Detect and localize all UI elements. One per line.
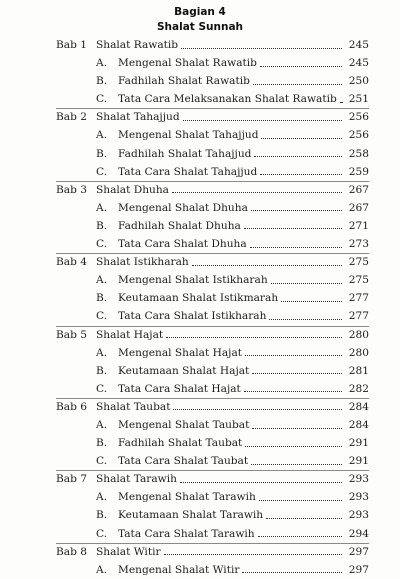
- section-row: [0, 145, 400, 163]
- section-title: Mengenal Shalat Tahajjud: [118, 129, 259, 142]
- chapter-number: Bab 5: [56, 328, 87, 341]
- section-row: [0, 434, 400, 452]
- table-of-contents: [0, 36, 400, 579]
- section-entry: [96, 416, 369, 434]
- chapter-number: Bab 2: [56, 111, 87, 124]
- section-entry: [96, 163, 369, 181]
- dot-leader: [261, 138, 342, 139]
- section-title: Tata Cara Shalat Tahajjud: [118, 165, 258, 178]
- section-title: Fadhilah Shalat Taubat: [118, 437, 243, 450]
- dot-leader: [251, 210, 342, 211]
- section-entry: [96, 561, 369, 579]
- chapter-entry: [96, 398, 369, 416]
- section-page-number: 291: [348, 455, 369, 468]
- section-row: [0, 506, 400, 524]
- dot-leader: [252, 373, 342, 374]
- dot-leader: [252, 428, 342, 429]
- section-row: [0, 54, 400, 72]
- chapter-title: Shalat Rawatib: [96, 39, 179, 51]
- section-row: [0, 90, 400, 108]
- chapter-entry: [96, 181, 369, 199]
- section-page-number: 258: [348, 147, 369, 160]
- dot-leader: [172, 192, 342, 193]
- chapter-title: Shalat Tarawih: [96, 473, 177, 486]
- chapter-title: Shalat Tahajjud: [96, 111, 180, 124]
- dot-leader: [259, 500, 342, 501]
- section-letter: A.: [96, 563, 108, 576]
- section-row: [0, 217, 400, 235]
- section-row: [0, 344, 400, 362]
- chapter-row: [0, 326, 400, 344]
- chapter-row: [0, 181, 400, 199]
- section-title: Fadhilah Shalat Rawatib: [118, 75, 250, 88]
- section-entry: [96, 217, 369, 235]
- section-letter: B.: [96, 75, 108, 88]
- chapter-number: Bab 6: [56, 400, 87, 413]
- chapter-page-number: 267: [348, 183, 369, 196]
- section-row: [0, 362, 400, 380]
- chapter-entry: [96, 253, 369, 271]
- dot-leader: [173, 409, 342, 410]
- section-page-number: 275: [348, 274, 369, 287]
- section-row: [0, 416, 400, 434]
- section-letter: A.: [96, 129, 108, 142]
- chapter-title: Shalat Hajat: [96, 328, 164, 341]
- section-title: Tata Cara Shalat Tarawih: [118, 527, 255, 540]
- section-title: Mengenal Shalat Rawatib: [118, 57, 257, 70]
- section-entry: [96, 380, 369, 398]
- chapter-row: [0, 470, 400, 488]
- section-title: Keutamaan Shalat Tarawih: [118, 509, 264, 522]
- chapter-row: [0, 398, 400, 416]
- section-title: Mengenal Shalat Witir: [118, 563, 240, 576]
- section-page-number: 271: [348, 219, 369, 232]
- chapter-row: [0, 108, 400, 126]
- section-title: Mengenal Shalat Dhuha: [118, 201, 248, 214]
- section-letter: C.: [96, 238, 108, 251]
- section-letter: C.: [96, 382, 108, 395]
- section-letter: C.: [96, 455, 108, 468]
- dot-leader: [260, 66, 342, 67]
- section-page-number: 250: [348, 75, 369, 88]
- dot-leader: [242, 572, 342, 573]
- dot-leader: [183, 120, 342, 121]
- chapter-page-number: 293: [348, 473, 369, 486]
- section-letter: B.: [96, 292, 108, 305]
- dot-leader: [266, 518, 342, 519]
- section-title: Keutamaan Shalat Hajat: [118, 364, 250, 377]
- chapter-title: Shalat Taubat: [96, 400, 171, 413]
- section-entry: [96, 54, 369, 72]
- section-letter: C.: [96, 93, 108, 106]
- section-row: [0, 271, 400, 289]
- chapter-number: Bab 3: [56, 183, 87, 196]
- chapter-entry: [96, 326, 369, 344]
- dot-leader: [251, 464, 342, 465]
- chapter-number: Bab 4: [56, 256, 87, 269]
- section-entry: [96, 344, 369, 362]
- section-entry: [96, 362, 369, 380]
- section-row: [0, 126, 400, 144]
- section-title: Mengenal Shalat Taubat: [118, 418, 250, 431]
- dot-leader: [245, 355, 342, 356]
- section-page-number: 284: [348, 418, 369, 431]
- chapter-number: Bab 1: [56, 39, 87, 51]
- section-entry: [96, 488, 369, 506]
- dot-leader: [258, 536, 342, 537]
- section-entry: [96, 452, 369, 470]
- dot-leader: [260, 174, 342, 175]
- section-letter: A.: [96, 201, 108, 214]
- dot-leader: [254, 156, 342, 157]
- section-letter: C.: [96, 165, 108, 178]
- section-entry: [96, 307, 369, 325]
- section-page-number: 277: [348, 292, 369, 305]
- section-title: Fadhilah Shalat Dhuha: [118, 219, 241, 232]
- section-row: [0, 199, 400, 217]
- section-letter: A.: [96, 346, 108, 359]
- section-title: Fadhilah Shalat Tahajjud: [118, 147, 252, 160]
- section-title: Mengenal Shalat Tarawih: [118, 491, 256, 504]
- section-page-number: 293: [348, 491, 369, 504]
- chapter-page-number: 284: [348, 400, 369, 413]
- section-row: [0, 525, 400, 543]
- section-entry: [96, 126, 369, 144]
- section-title: Keutamaan Shalat Istikmarah: [118, 292, 279, 305]
- dot-leader: [244, 228, 342, 229]
- chapter-entry: [96, 470, 369, 488]
- section-entry: [96, 72, 369, 90]
- dot-leader: [340, 102, 342, 103]
- section-row: [0, 380, 400, 398]
- section-letter: B.: [96, 364, 108, 377]
- section-page-number: 245: [348, 57, 369, 70]
- section-page-number: 297: [348, 563, 369, 576]
- dot-leader: [271, 283, 342, 284]
- section-letter: B.: [96, 147, 108, 160]
- dot-leader: [164, 554, 342, 555]
- dot-leader: [166, 337, 342, 338]
- dot-leader: [250, 247, 342, 248]
- section-page-number: 273: [348, 238, 369, 251]
- chapter-page-number: 297: [348, 545, 369, 558]
- section-title: Mengenal Shalat Hajat: [118, 346, 243, 359]
- section-letter: B.: [96, 509, 108, 522]
- dot-leader: [245, 446, 342, 447]
- dot-leader: [180, 482, 342, 483]
- chapter-entry: [96, 36, 369, 54]
- dot-leader: [269, 319, 342, 320]
- section-row: [0, 235, 400, 253]
- section-page-number: 291: [348, 437, 369, 450]
- section-letter: C.: [96, 310, 108, 323]
- section-title: Tata Cara Melaksanakan Shalat Rawatib: [118, 93, 337, 106]
- section-page-number: 281: [348, 364, 369, 377]
- dot-leader: [181, 48, 342, 49]
- section-letter: A.: [96, 57, 108, 70]
- section-row: [0, 488, 400, 506]
- section-entry: [96, 525, 369, 543]
- section-title: Tata Cara Shalat Istikharah: [118, 310, 267, 323]
- section-entry: [96, 271, 369, 289]
- section-page-number: 251: [348, 93, 369, 106]
- chapter-entry: [96, 108, 369, 126]
- section-row: [0, 289, 400, 307]
- section-title: Tata Cara Shalat Dhuha: [118, 238, 247, 251]
- section-letter: A.: [96, 274, 108, 287]
- section-row: [0, 307, 400, 325]
- section-letter: A.: [96, 418, 108, 431]
- chapter-row: [0, 253, 400, 271]
- section-letter: A.: [96, 491, 108, 504]
- section-entry: [96, 434, 369, 452]
- chapter-title: Shalat Istikharah: [96, 256, 189, 269]
- chapter-page-number: 245: [348, 39, 369, 51]
- section-row: [0, 72, 400, 90]
- part-title: Shalat Sunnah: [156, 21, 244, 33]
- section-page-number: 267: [348, 201, 369, 214]
- dot-leader: [192, 265, 342, 266]
- section-page-number: 259: [348, 165, 369, 178]
- section-row: [0, 561, 400, 579]
- section-entry: [96, 145, 369, 163]
- chapter-number: Bab 7: [56, 473, 87, 486]
- section-row: [0, 163, 400, 181]
- dot-leader: [281, 301, 342, 302]
- section-title: Mengenal Shalat Istikharah: [118, 274, 268, 287]
- chapter-row: [0, 36, 400, 54]
- part-heading: Bagian 4: [174, 6, 226, 18]
- chapter-title: Shalat Witir: [96, 545, 161, 558]
- section-page-number: 256: [348, 129, 369, 142]
- section-entry: [96, 90, 369, 108]
- section-entry: [96, 199, 369, 217]
- section-letter: B.: [96, 219, 108, 232]
- chapter-title: Shalat Dhuha: [96, 183, 170, 196]
- section-entry: [96, 506, 369, 524]
- section-title: Tata Cara Shalat Taubat: [118, 455, 249, 468]
- section-entry: [96, 289, 369, 307]
- section-page-number: 280: [348, 346, 369, 359]
- chapter-page-number: 275: [348, 256, 369, 269]
- section-entry: [96, 235, 369, 253]
- chapter-page-number: 256: [348, 111, 369, 124]
- section-row: [0, 452, 400, 470]
- section-page-number: 293: [348, 509, 369, 522]
- dot-leader: [253, 84, 342, 85]
- section-page-number: 282: [348, 382, 369, 395]
- section-title: Tata Cara Shalat Hajat: [118, 382, 241, 395]
- dot-leader: [244, 391, 342, 392]
- section-page-number: 277: [348, 310, 369, 323]
- section-letter: C.: [96, 527, 108, 540]
- chapter-entry: [96, 543, 369, 561]
- section-letter: B.: [96, 437, 108, 450]
- chapter-row: [0, 543, 400, 561]
- chapter-page-number: 280: [348, 328, 369, 341]
- chapter-number: Bab 8: [56, 545, 87, 558]
- section-page-number: 294: [348, 527, 369, 540]
